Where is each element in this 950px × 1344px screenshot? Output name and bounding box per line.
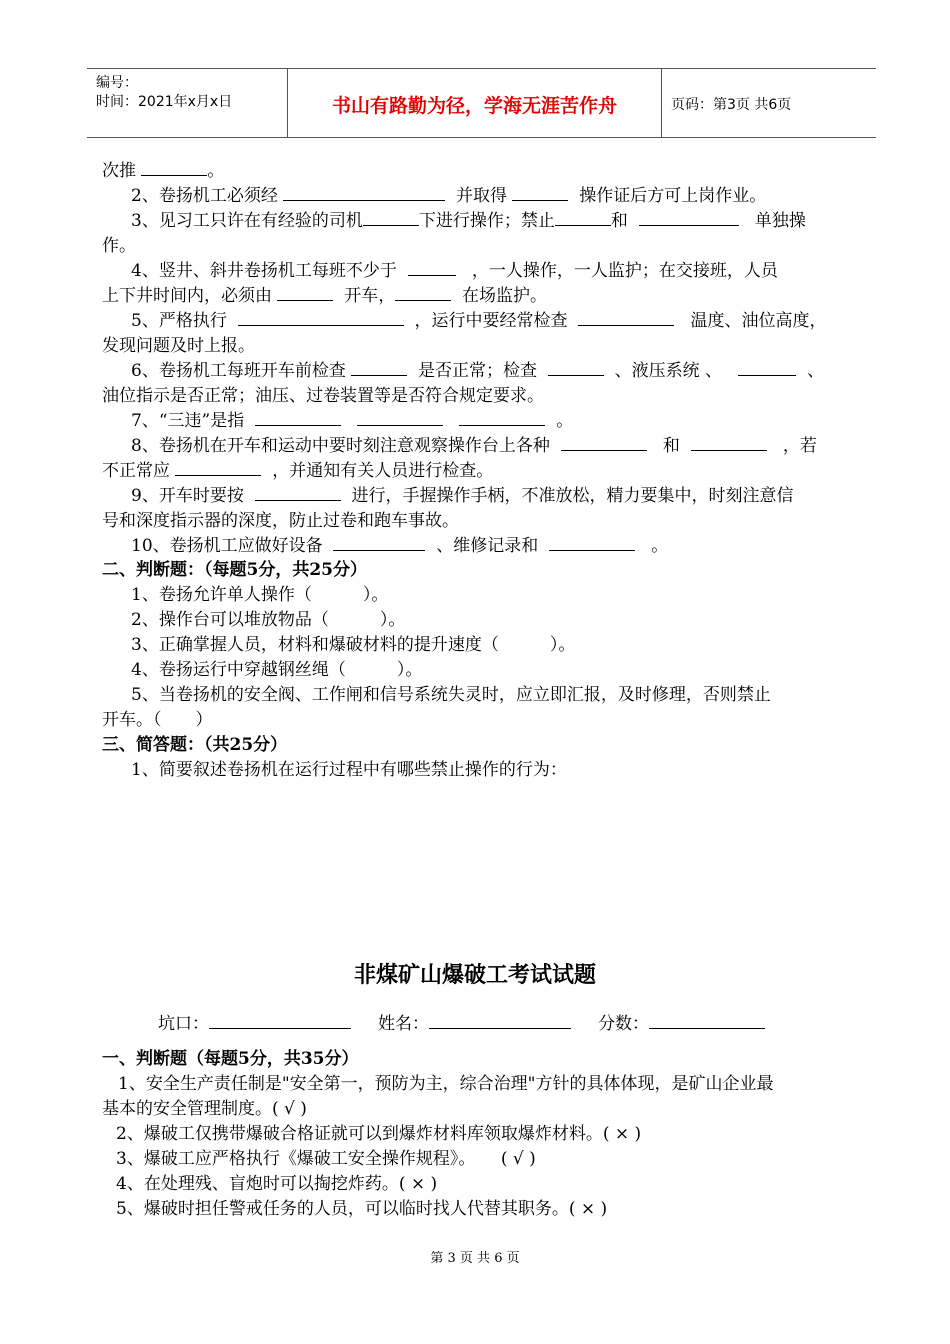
judge1-heading: 二、判断题：（每题5分，共25分） bbox=[102, 560, 367, 580]
blank bbox=[395, 285, 451, 301]
exam2-heading: 一、判断题（每题5分，共35分） bbox=[102, 1049, 359, 1069]
judge1-item-4: 4、卷扬运行中穿越钢丝绳（ ）。 bbox=[131, 660, 423, 680]
fill-q9-cont: 号和深度指示器的深度，防止过卷和跑车事故。 bbox=[102, 511, 459, 531]
fill-q5-cont: 发现问题及时上报。 bbox=[102, 336, 255, 356]
blank bbox=[175, 460, 261, 476]
blank bbox=[357, 410, 443, 426]
fill-q4-cont: 上下井时间内，必须由 开车， 在场监护。 bbox=[102, 286, 548, 306]
exam2-q1: 1、安全生产责任制是"安全第一，预防为主，综合治理"方针的具体体现，是矿山企业最 bbox=[118, 1074, 774, 1094]
judge1-item-5-cont: 开车。（ ） bbox=[102, 710, 213, 730]
score-label: 分数： bbox=[598, 1014, 650, 1034]
page-label: 页码：第3页 共6页 bbox=[671, 97, 792, 113]
header-motto-cell bbox=[287, 69, 662, 137]
blank bbox=[283, 185, 445, 201]
fill-q10: 10、卷扬机工应做好设备 、维修记录和 。 bbox=[131, 536, 669, 556]
name-blank bbox=[429, 1013, 571, 1029]
fill-q6: 6、卷扬机工每班开车前检查 是否正常；检查 、液压系统 、 、 bbox=[131, 361, 825, 381]
blank bbox=[255, 410, 341, 426]
fill-q6-cont: 油位指示是否正常；油压、过卷装置等是否符合规定要求。 bbox=[102, 386, 544, 406]
fill-q8: 8、卷扬机在开车和运动中要时刻注意观察操作台上各种 和 ，若 bbox=[131, 436, 817, 456]
exam2-q1-cont: 基本的安全管理制度。( √ ) bbox=[102, 1099, 307, 1119]
judge1-item-5: 5、当卷扬机的安全阀、工作闸和信号系统失灵时，应立即汇报，及时修理，否则禁止 bbox=[131, 685, 771, 705]
blank bbox=[691, 435, 767, 451]
fill-q7: 7、“三违”是指 。 bbox=[131, 411, 574, 431]
header-meta-cell bbox=[87, 69, 287, 137]
short-q1: 1、简要叙述卷扬机在运行过程中有哪些禁止操作的行为： bbox=[131, 760, 567, 780]
short-heading: 三、简答题：（共25分） bbox=[102, 735, 288, 755]
time-label: 时间：2021年x月x日 bbox=[96, 94, 233, 110]
pit-label: 坑口： bbox=[158, 1014, 209, 1034]
exam2-q4: 4、在处理残、盲炮时可以掏挖炸药。( × ) bbox=[116, 1174, 438, 1194]
blank bbox=[255, 485, 341, 501]
blank bbox=[277, 285, 333, 301]
fill-line-1: 次推 。 bbox=[102, 161, 225, 181]
motto-text: 书山有路勤为径，学海无涯苦作舟 bbox=[331, 95, 617, 117]
header-page-cell bbox=[661, 69, 876, 137]
blank bbox=[555, 210, 611, 226]
blank bbox=[351, 360, 407, 376]
blank bbox=[141, 160, 207, 176]
blank bbox=[548, 360, 604, 376]
blank bbox=[512, 185, 568, 201]
blank bbox=[561, 435, 647, 451]
blank bbox=[549, 535, 635, 551]
number-label: 编号： bbox=[96, 75, 138, 91]
blank bbox=[363, 210, 419, 226]
page-footer: 第 3 页 共 6 页 bbox=[430, 1251, 520, 1266]
blank bbox=[459, 410, 545, 426]
fill-q4: 4、竖井、斜井卷扬机工每班不少于 ，一人操作，一人监护；在交接班，人员 bbox=[131, 261, 778, 281]
fill-q3: 3、见习工只许在有经验的司机 下进行操作；禁止 和 单独操 bbox=[131, 211, 806, 231]
fill-q3-cont: 作。 bbox=[102, 236, 136, 256]
blank bbox=[238, 310, 404, 326]
blank bbox=[408, 260, 456, 276]
fill-q5: 5、严格执行 ，运行中要经常检查 温度、油位高度， bbox=[131, 311, 827, 331]
blank bbox=[738, 360, 796, 376]
score-blank bbox=[649, 1013, 765, 1029]
judge1-item-1: 1、卷扬允许单人操作（ ）。 bbox=[131, 585, 389, 605]
fill-q9: 9、开车时要按 进行，手握操作手柄，不准放松，精力要集中，时刻注意信 bbox=[131, 486, 794, 506]
exam2-q3: 3、爆破工应严格执行《爆破工安全操作规程》。 ( √ ) bbox=[116, 1149, 536, 1169]
judge1-item-3: 3、正确掌握人员，材料和爆破材料的提升速度（ ）。 bbox=[131, 635, 576, 655]
exam2-title: 非煤矿山爆破工考试试题 bbox=[353, 962, 596, 988]
exam2-q2: 2、爆破工仅携带爆破合格证就可以到爆炸材料库领取爆炸材料。( × ) bbox=[116, 1124, 642, 1144]
pit-blank bbox=[209, 1013, 351, 1029]
judge1-item-2: 2、操作台可以堆放物品（ ）。 bbox=[131, 610, 406, 630]
blank bbox=[639, 210, 739, 226]
blank bbox=[578, 310, 674, 326]
exam2-q5: 5、爆破时担任警戒任务的人员，可以临时找人代替其职务。( × ) bbox=[116, 1199, 608, 1219]
blank bbox=[333, 535, 425, 551]
exam2-info-line bbox=[158, 1013, 765, 1035]
name-label: 姓名： bbox=[378, 1014, 430, 1034]
page-header bbox=[87, 68, 876, 138]
fill-q2: 2、卷扬机工必须经 并取得 操作证后方可上岗作业。 bbox=[131, 186, 767, 206]
fill-q8-cont: 不正常应 ，并通知有关人员进行检查。 bbox=[102, 461, 494, 481]
